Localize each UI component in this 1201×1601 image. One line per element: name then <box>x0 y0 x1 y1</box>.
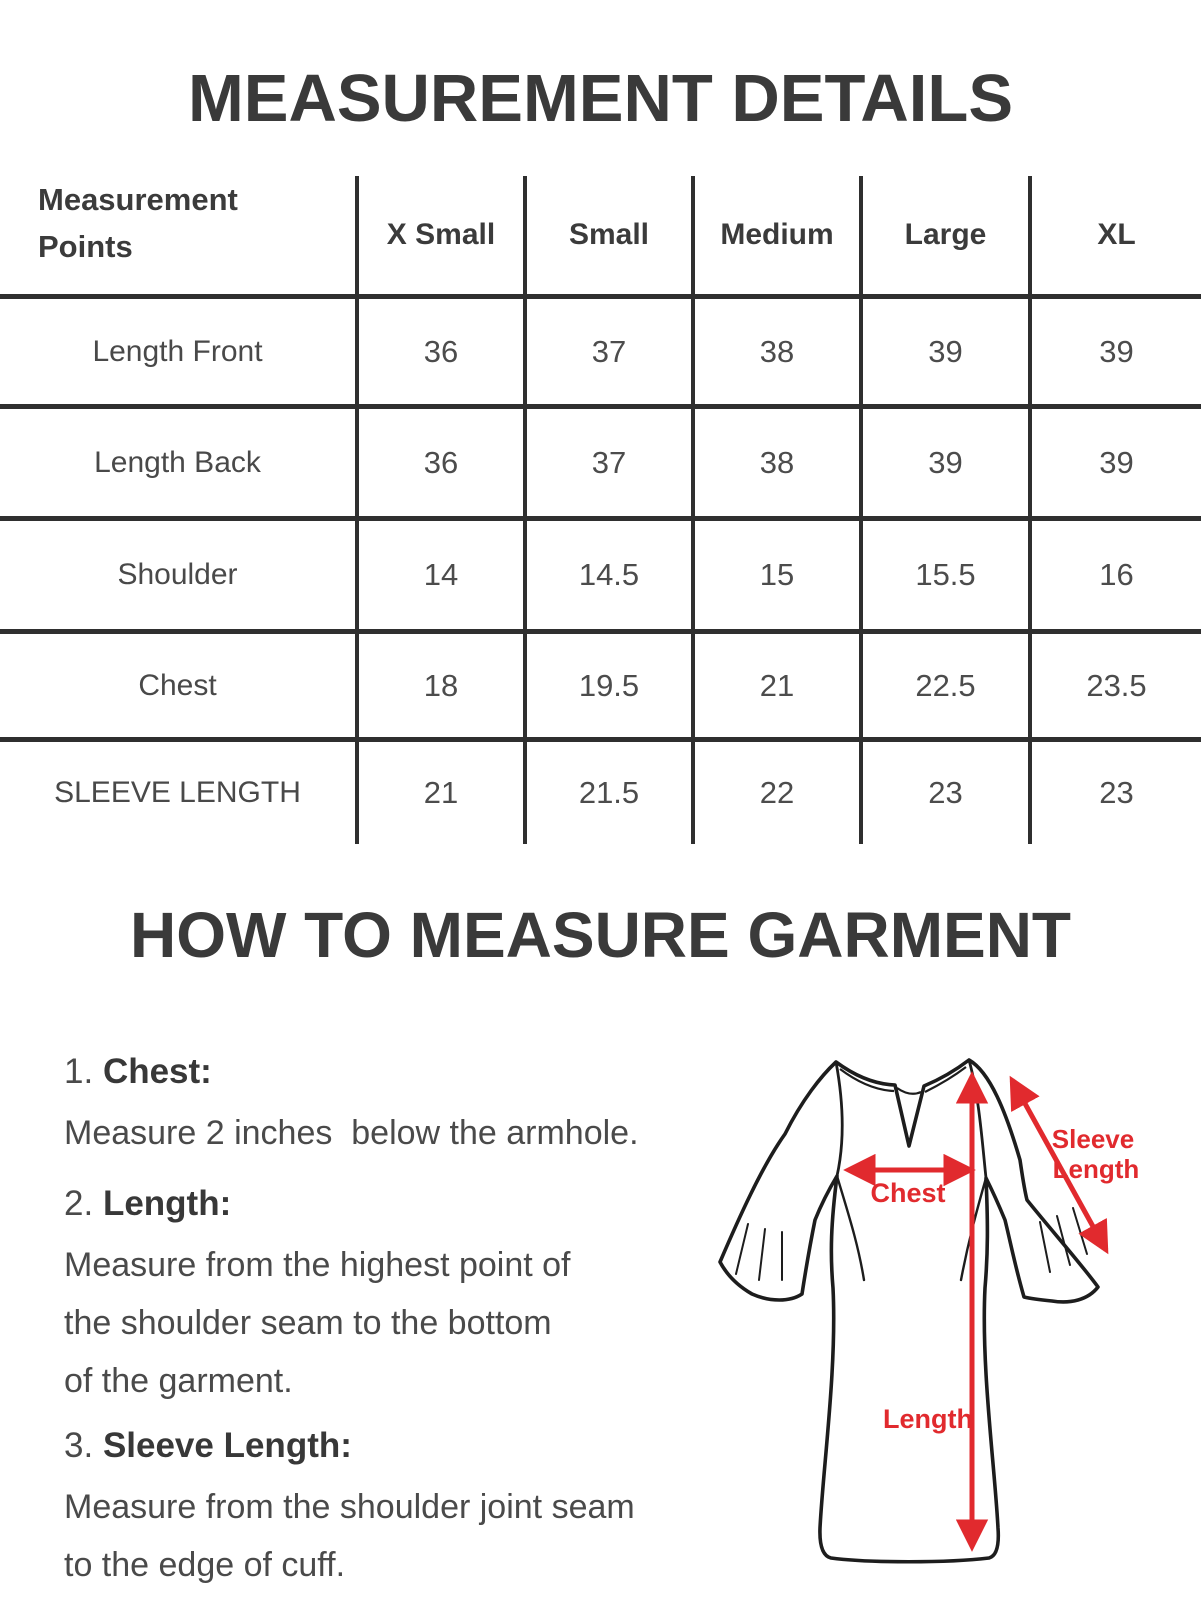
table-corner-header <box>0 176 355 294</box>
instruction-heading <box>64 1182 571 1226</box>
table-cell: 39 <box>1099 444 1134 480</box>
table-cell: 22.5 <box>915 667 976 703</box>
table-size-header-xsmall: X Small <box>386 218 496 251</box>
table-cell: 21 <box>759 667 795 703</box>
instruction-title: Sleeve Length: <box>102 1426 352 1465</box>
table-cell: 14.5 <box>578 557 640 592</box>
table-size-header-medium: Medium <box>720 218 834 251</box>
instruction-title: Chest: <box>102 1052 212 1091</box>
instruction-number: 1. <box>64 1052 94 1091</box>
instruction-chest <box>64 1050 639 1162</box>
instruction-heading <box>64 1050 639 1094</box>
section-title-how-to-measure: HOW TO MEASURE GARMENT <box>129 899 1072 971</box>
table-cell: 36 <box>423 444 459 480</box>
table-row-label: Length Front <box>92 334 263 368</box>
back-neck-line <box>897 1088 921 1094</box>
sleeve-length-label-line1: Sleeve <box>1051 1124 1135 1154</box>
sleeve-length-label-line2: Length <box>1052 1154 1140 1184</box>
corner-header-line2: Points <box>38 229 133 264</box>
table-row-label: Chest <box>138 668 217 702</box>
table-cell: 37 <box>591 444 627 480</box>
table-cell: 18 <box>423 667 459 703</box>
instruction-number: 2. <box>64 1184 94 1223</box>
table-cell: 23 <box>1099 775 1134 810</box>
instruction-text-line: to the edge of cuff. <box>64 1546 346 1584</box>
measurement-table <box>0 176 1201 844</box>
table-size-header-small: Small <box>568 218 650 251</box>
table-cell: 21.5 <box>578 775 640 810</box>
instruction-heading <box>64 1424 635 1468</box>
table-size-header-xl: XL <box>1097 218 1136 251</box>
table-cell: 37 <box>591 333 627 369</box>
table-cell: 19.5 <box>578 667 640 703</box>
instruction-length <box>64 1182 571 1410</box>
instruction-text-line: Measure 2 inches below the armhole. <box>64 1114 639 1152</box>
table-cell: 39 <box>928 444 963 480</box>
instruction-number: 3. <box>64 1426 94 1465</box>
page-title: MEASUREMENT DETAILS <box>187 61 1014 136</box>
instruction-text-line: Measure from the highest point of <box>64 1246 571 1284</box>
table-cell: 39 <box>1099 333 1134 369</box>
table-cell: 39 <box>928 333 963 369</box>
table-row-label: Shoulder <box>117 558 238 591</box>
table-size-header-large: Large <box>904 218 987 251</box>
table-cell: 15 <box>759 557 795 592</box>
instruction-sleeve-length <box>64 1424 635 1594</box>
table-cell: 36 <box>423 333 459 369</box>
table-cell: 15.5 <box>915 557 976 592</box>
table-cell: 23.5 <box>1086 667 1147 703</box>
table-row-label: SLEEVE LENGTH <box>54 776 301 809</box>
table-cell: 22 <box>759 775 795 810</box>
instruction-title: Length: <box>102 1184 232 1223</box>
table-cell: 21 <box>423 775 459 810</box>
length-label: Length <box>883 1404 973 1434</box>
table-cell: 14 <box>423 557 459 592</box>
table-cell: 38 <box>759 333 795 369</box>
chest-label: Chest <box>870 1178 946 1208</box>
corner-header-line1: Measurement <box>38 182 238 217</box>
table-cell: 38 <box>759 444 795 480</box>
table-cell: 16 <box>1099 557 1134 592</box>
table-row-label: Length Back <box>94 445 261 479</box>
instruction-text-line: of the garment. <box>64 1362 293 1400</box>
instruction-text-line: Measure from the shoulder joint seam <box>64 1488 635 1526</box>
instruction-text-line: the shoulder seam to the bottom <box>64 1304 552 1342</box>
garment-measure-diagram <box>690 1028 1201 1601</box>
table-cell: 23 <box>928 775 963 810</box>
